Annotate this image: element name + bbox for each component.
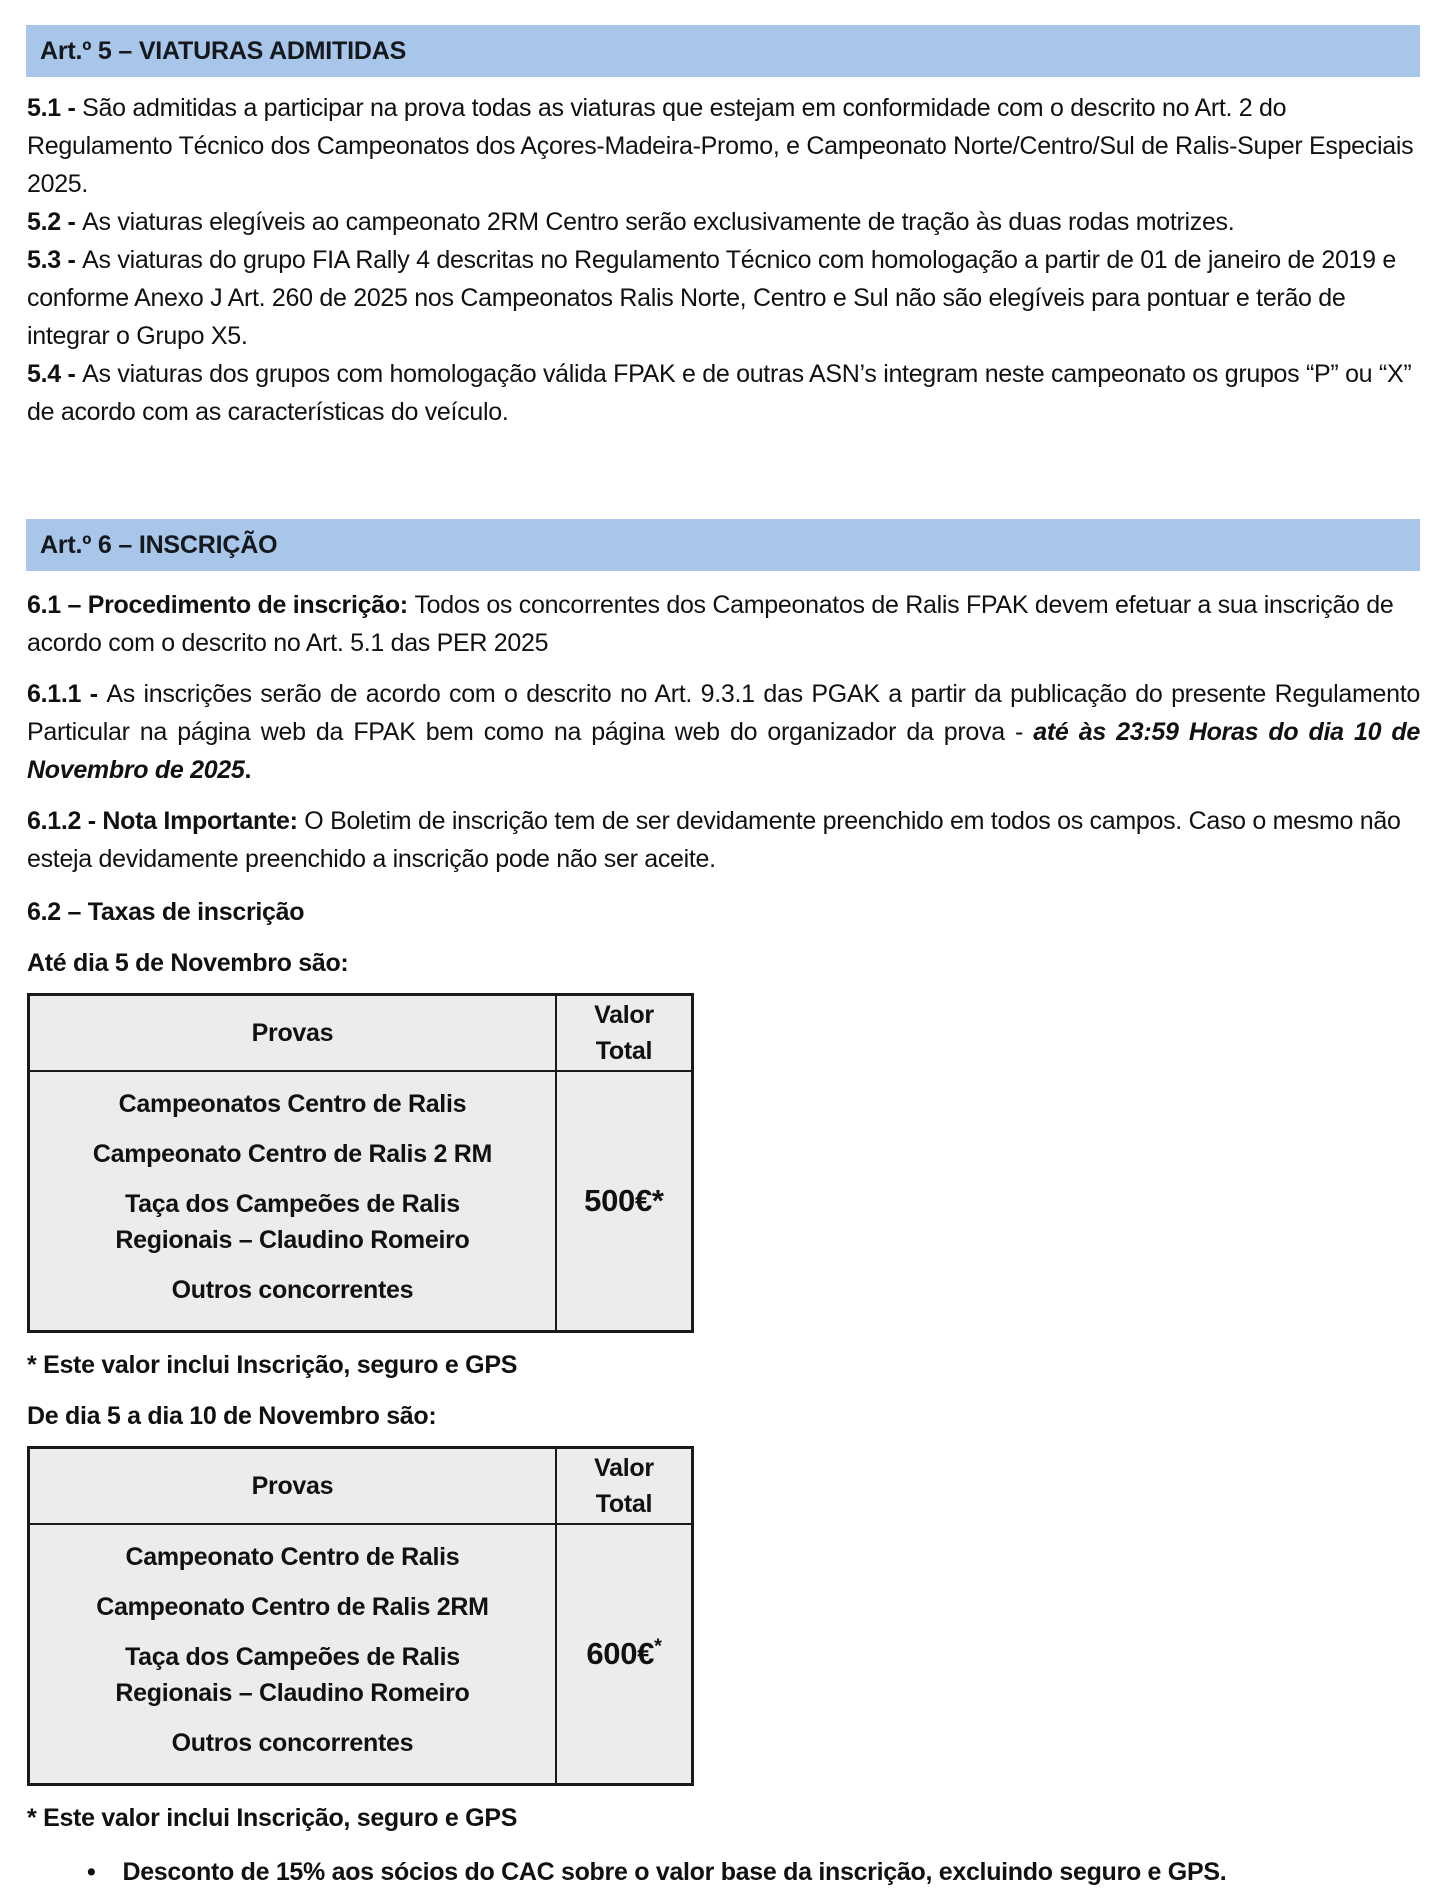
- fees-early-prova-3: [34, 1186, 551, 1258]
- paragraph-5-4-text: As viaturas dos grupos com homologação válida FPAK e de outras ASN’s integram neste campeonato os grupos “P” ou “X” de acordo com as características do veículo.: [27, 360, 1412, 426]
- fees-late-prova-2: [34, 1589, 551, 1625]
- paragraph-6-1-1-lead: 6.1.1 -: [27, 680, 107, 708]
- discount-bullet: [87, 1853, 1420, 1891]
- paragraph-5-1-number: 5.1 -: [27, 94, 83, 122]
- paragraph-6-1-2-text: O Boletim de inscrição tem de ser devidamente preenchido em todos os campos. Caso o mesmo não esteja devidamente preenchido a inscrição pode não ser aceite.: [27, 807, 1401, 873]
- fees-early-intro: Até dia 5 de Novembro são:: [27, 949, 349, 977]
- paragraph-5-3-text: As viaturas do grupo FIA Rally 4 descritas no Regulamento Técnico com homologação a partir de 01 de janeiro de 2019 e conforme Anexo J Art. 260 de 2025 nos Campeonatos Ralis Norte, Centro e Sul não são elegíveis para pontuar e terão de integrar o Grupo X5.: [27, 246, 1397, 350]
- fees-late-valor-header-line1: Valor: [594, 1454, 654, 1482]
- fees-late-prova-1: [34, 1539, 551, 1575]
- fees-late-prova-3-line2: Regionais – Claudino Romeiro: [115, 1679, 470, 1707]
- fees-early-prova-4: [34, 1272, 551, 1308]
- fees-late-prova-4-line: Outros concorrentes: [171, 1729, 414, 1757]
- fees-early-prova-4-line: Outros concorrentes: [171, 1276, 414, 1304]
- fees-early-valor-header-line2: Total: [595, 1037, 653, 1065]
- paragraph-6-1-1: [27, 675, 1420, 789]
- fees-late-prova-3: [34, 1639, 551, 1711]
- article5-title: Art.º 5 – VIATURAS ADMITIDAS: [40, 36, 407, 65]
- paragraph-6-1-1-tail: .: [244, 756, 252, 784]
- heading-6-2: 6.2 – Taxas de inscrição: [27, 898, 305, 926]
- paragraph-5-4-number: 5.4 -: [27, 360, 83, 388]
- fees-early-valor-amount: 500€*: [584, 1183, 664, 1218]
- fees-early-prova-3-line2: Regionais – Claudino Romeiro: [115, 1226, 470, 1254]
- fees-late-intro: De dia 5 a dia 10 de Novembro são:: [27, 1402, 437, 1430]
- fees-early-note: * Este valor inclui Inscrição, seguro e GPS: [27, 1351, 518, 1379]
- fees-late-prova-3-line1: Taça dos Campeões de Ralis: [124, 1643, 460, 1671]
- article6-header: [26, 519, 1420, 571]
- fees-early-prova-2-line: Campeonato Centro de Ralis 2 RM: [92, 1140, 492, 1168]
- fees-late-valor-cell: [556, 1524, 693, 1785]
- fees-late-provas-header: [29, 1448, 556, 1525]
- paragraph-6-1-1-text: As inscrições serão de acordo com o descrito no Art. 9.3.1 das PGAK a partir da publicação do presente Regulamento Particular na página web da FPAK bem como na página web do organizador da prova -: [27, 680, 1420, 746]
- fees-early-body-row: [29, 1071, 693, 1332]
- paragraph-6-1-1-deadline: até às 23:59 Horas do dia 10 de Novembro de 2025: [27, 718, 1420, 784]
- fees-late-table: [27, 1446, 694, 1786]
- paragraph-5-2-number: 5.2 -: [27, 208, 83, 236]
- fees-early-prova-3-line1: Taça dos Campeões de Ralis: [124, 1190, 460, 1218]
- fees-early-valor-cell: [556, 1071, 693, 1332]
- paragraph-6-1-2-lead: 6.1.2 - Nota Importante:: [27, 807, 305, 835]
- paragraph-5-2-text: As viaturas elegíveis ao campeonato 2RM Centro serão exclusivamente de tração às duas rodas motrizes.: [82, 208, 1235, 236]
- fees-late-valor-header: [556, 1448, 693, 1525]
- paragraph-6-1-2: [27, 802, 1420, 878]
- fees-early-provas-header: [29, 995, 556, 1072]
- fees-early-table: [27, 993, 694, 1333]
- fees-late-prova-1-line: Campeonato Centro de Ralis: [125, 1543, 460, 1571]
- fees-early-header-row: [29, 995, 693, 1072]
- fees-late-prova-2-line: Campeonato Centro de Ralis 2RM: [96, 1593, 489, 1621]
- fees-early-prova-2: [34, 1136, 551, 1172]
- paragraph-5-2: [27, 203, 1420, 241]
- article5-header: [26, 25, 1420, 77]
- paragraph-5-4: [27, 355, 1420, 431]
- article6-title: Art.º 6 – INSCRIÇÃO: [40, 530, 278, 559]
- paragraph-6-1: [27, 586, 1420, 662]
- fees-late-body-row: [29, 1524, 693, 1785]
- fees-early-valor-header: [556, 995, 693, 1072]
- paragraph-5-3: [27, 241, 1420, 355]
- fees-early-valor-header-line1: Valor: [594, 1001, 654, 1029]
- fees-early-provas-header-label: Provas: [251, 1018, 334, 1047]
- paragraph-5-1-text: São admitidas a participar na prova todas as viaturas que estejam em conformidade com o descrito no Art. 2 do Regulamento Técnico dos Campeonatos dos Açores-Madeira-Promo, e Campeonato Norte/Centro/Sul de Ralis-Super Especiais 2025.: [27, 94, 1414, 198]
- fees-late-provas-cell: [29, 1524, 556, 1785]
- paragraph-6-1-text: Todos os concorrentes dos Campeonatos de Ralis FPAK devem efetuar a sua inscrição de acordo com o descrito no Art. 5.1 das PER 2025: [27, 591, 1394, 657]
- fees-late-note: * Este valor inclui Inscrição, seguro e GPS: [27, 1804, 518, 1832]
- fees-early-provas-cell: [29, 1071, 556, 1332]
- fees-late-provas-header-label: Provas: [251, 1471, 334, 1500]
- paragraph-5-3-number: 5.3 -: [27, 246, 83, 274]
- fees-early-prova-1: [34, 1086, 551, 1122]
- bullet-icon: •: [87, 1858, 96, 1886]
- discount-bullet-text: Desconto de 15% aos sócios do CAC sobre o valor base da inscrição, excluindo seguro e GPS.: [122, 1858, 1227, 1886]
- fees-late-valor-amount: 600€: [586, 1636, 655, 1671]
- fees-late-valor-asterisk: *: [654, 1635, 662, 1658]
- fees-late-valor-header-line2: Total: [595, 1490, 653, 1518]
- fees-late-prova-4: [34, 1725, 551, 1761]
- paragraph-5-1: [27, 89, 1420, 203]
- fees-early-prova-1-line: Campeonatos Centro de Ralis: [118, 1090, 467, 1118]
- paragraph-6-1-lead: 6.1 – Procedimento de inscrição:: [27, 591, 415, 619]
- fees-late-header-row: [29, 1448, 693, 1525]
